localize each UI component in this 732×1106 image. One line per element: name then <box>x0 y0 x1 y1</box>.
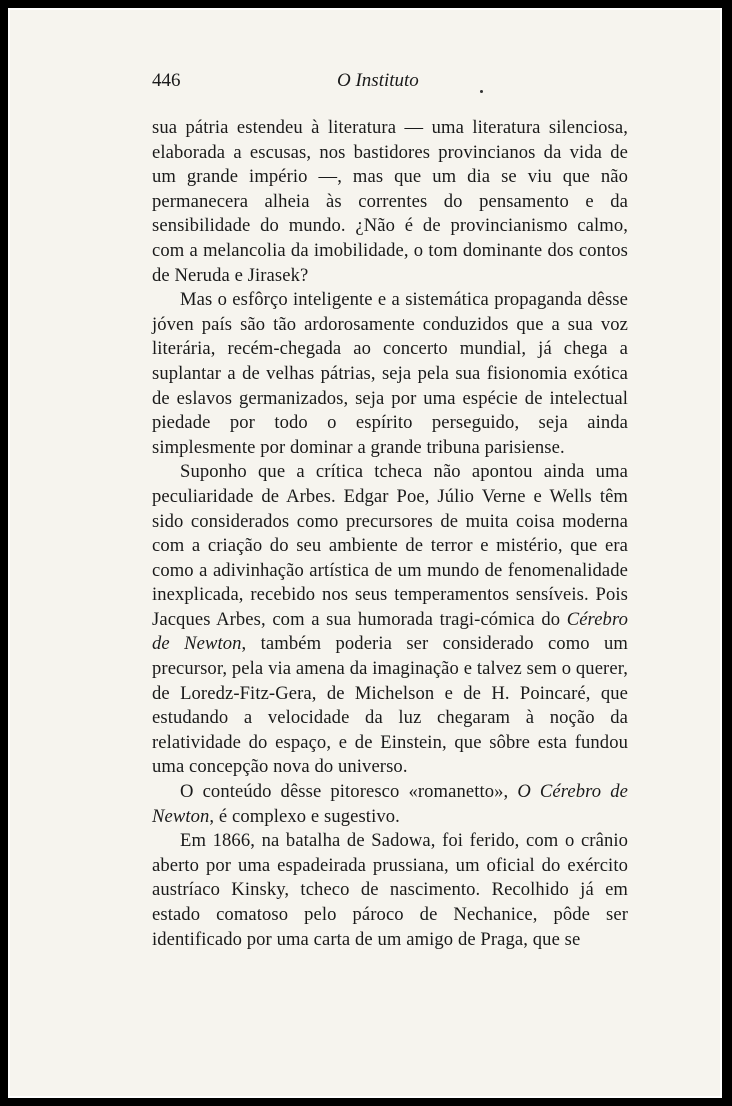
paragraph <box>152 460 628 780</box>
page-header <box>152 70 628 94</box>
paragraph <box>152 829 628 952</box>
italic-title: O Cérebro de Newton <box>152 781 628 827</box>
text-segment: sua pátria estendeu à literatura — uma literatura silenciosa, elaborada a escusas, nos bastidores provincianos da vida de um grande império —, mas que um dia se viu que não permanecera alheia às correntes do pensamento e da sensibilidade do mundo. ¿Não é de provincianismo calmo, com a melancolia da imobilidade, o tom dominante dos contos de Neruda e Jirasek? <box>152 117 628 286</box>
body-text <box>152 116 628 952</box>
paragraph <box>152 780 628 829</box>
text-segment: O conteúdo dêsse pitoresco «romanetto», <box>180 781 518 803</box>
paragraph <box>152 116 628 288</box>
text-segment: Suponho que a crítica tcheca não apontou ainda uma peculiaridade de Arbes. Edgar Poe, Júlio Verne e Wells têm sido considerados como precursores de muita coisa moderna com a criação do seu ambiente de terror e mistério, que era como a adivinhação artística de um mundo de fenomenalidade inexplicada, recebido nos seus temperamentos sensíveis. Pois Jacques Arbes, com a sua humorada tragi-cómica do <box>152 461 628 630</box>
paragraph <box>152 288 628 460</box>
text-segment: Mas o esfôrço inteligente e a sistemática propaganda dêsse jóven país são tão ardorosamente conduzidos que a sua voz literária, recém-chegada ao concerto mundial, já chega a suplantar a de velhas pátrias, seja pela sua fisionomia exótica de eslavos germanizados, seja por uma espécie de intelectual piedade por todo o espírito perseguido, seja ainda simplesmente por dominar a grande tribuna parisiense. <box>152 289 628 458</box>
page-number: 446 <box>152 70 181 91</box>
text-segment: , também poderia ser considerado como um precursor, pela via amena da imaginação e talvez sem o querer, de Loredz-Fitz-Gera, de Michelson e de H. Poincaré, que estudando a velocidade da luz chegaram à noção da relatividade do espaço, e de Einstein, que sôbre esta fundou uma concepção nova do universo. <box>152 633 628 778</box>
running-title: O Instituto <box>337 70 419 91</box>
text-segment: Em 1866, na batalha de Sadowa, foi ferido, com o crânio aberto por uma espadeirada prussiana, um oficial do exército austríaco Kinsky, tcheco de nascimento. Recolhido já em estado comatoso pelo pároco de Nechanice, pôde ser identificado por uma carta de um amigo de Praga, que se <box>152 830 628 950</box>
text-segment: , é complexo e sugestivo. <box>209 805 400 827</box>
italic-title: Cérebro de Newton <box>152 608 628 655</box>
